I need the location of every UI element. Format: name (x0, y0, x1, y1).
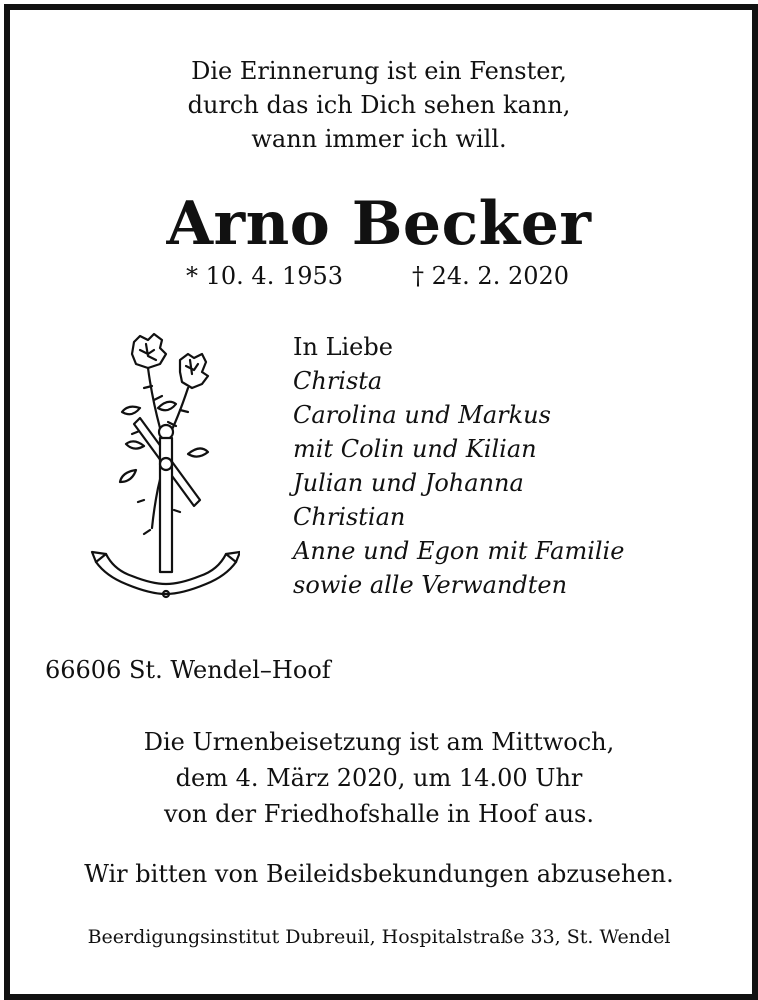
funeral-line: dem 4. März 2020, um 14.00 Uhr (175, 764, 583, 792)
death-date: † 24. 2. 2020 (412, 262, 570, 290)
quote-line: wann immer ich will. (251, 125, 507, 153)
mourner-entry: Christa (293, 367, 383, 395)
funeral-line: von der Friedhofshalle in Hoof aus. (164, 800, 594, 828)
undertaker-info: Beerdigungsinstitut Dubreuil, Hospitalstraße 33, St. Wendel (87, 926, 671, 948)
mourner-entry: Julian und Johanna (293, 469, 524, 497)
funeral-line: Die Urnenbeisetzung ist am Mittwoch, (143, 728, 615, 756)
mourner-entry: Christian (293, 503, 406, 531)
deceased-name: Arno Becker (166, 189, 592, 259)
quote-line: durch das ich Dich sehen kann, (187, 91, 571, 119)
mourners-list (293, 330, 624, 602)
condolence-request: Wir bitten von Beileidsbekundungen abzusehen. (84, 860, 674, 888)
mourners-lead: In Liebe (293, 333, 393, 361)
funeral-notice (0, 724, 758, 832)
mourner-entry: Carolina und Markus (293, 401, 551, 429)
anchor-with-roses-icon (90, 330, 240, 605)
memorial-quote (0, 54, 758, 156)
mourner-entry: sowie alle Verwandten (293, 571, 568, 599)
birth-date: * 10. 4. 1953 (186, 262, 344, 290)
mourner-entry: Anne und Egon mit Familie (293, 537, 625, 565)
address: 66606 St. Wendel–Hoof (45, 656, 331, 684)
mourner-entry: mit Colin und Kilian (293, 435, 537, 463)
quote-line: Die Erinnerung ist ein Fenster, (191, 57, 567, 85)
